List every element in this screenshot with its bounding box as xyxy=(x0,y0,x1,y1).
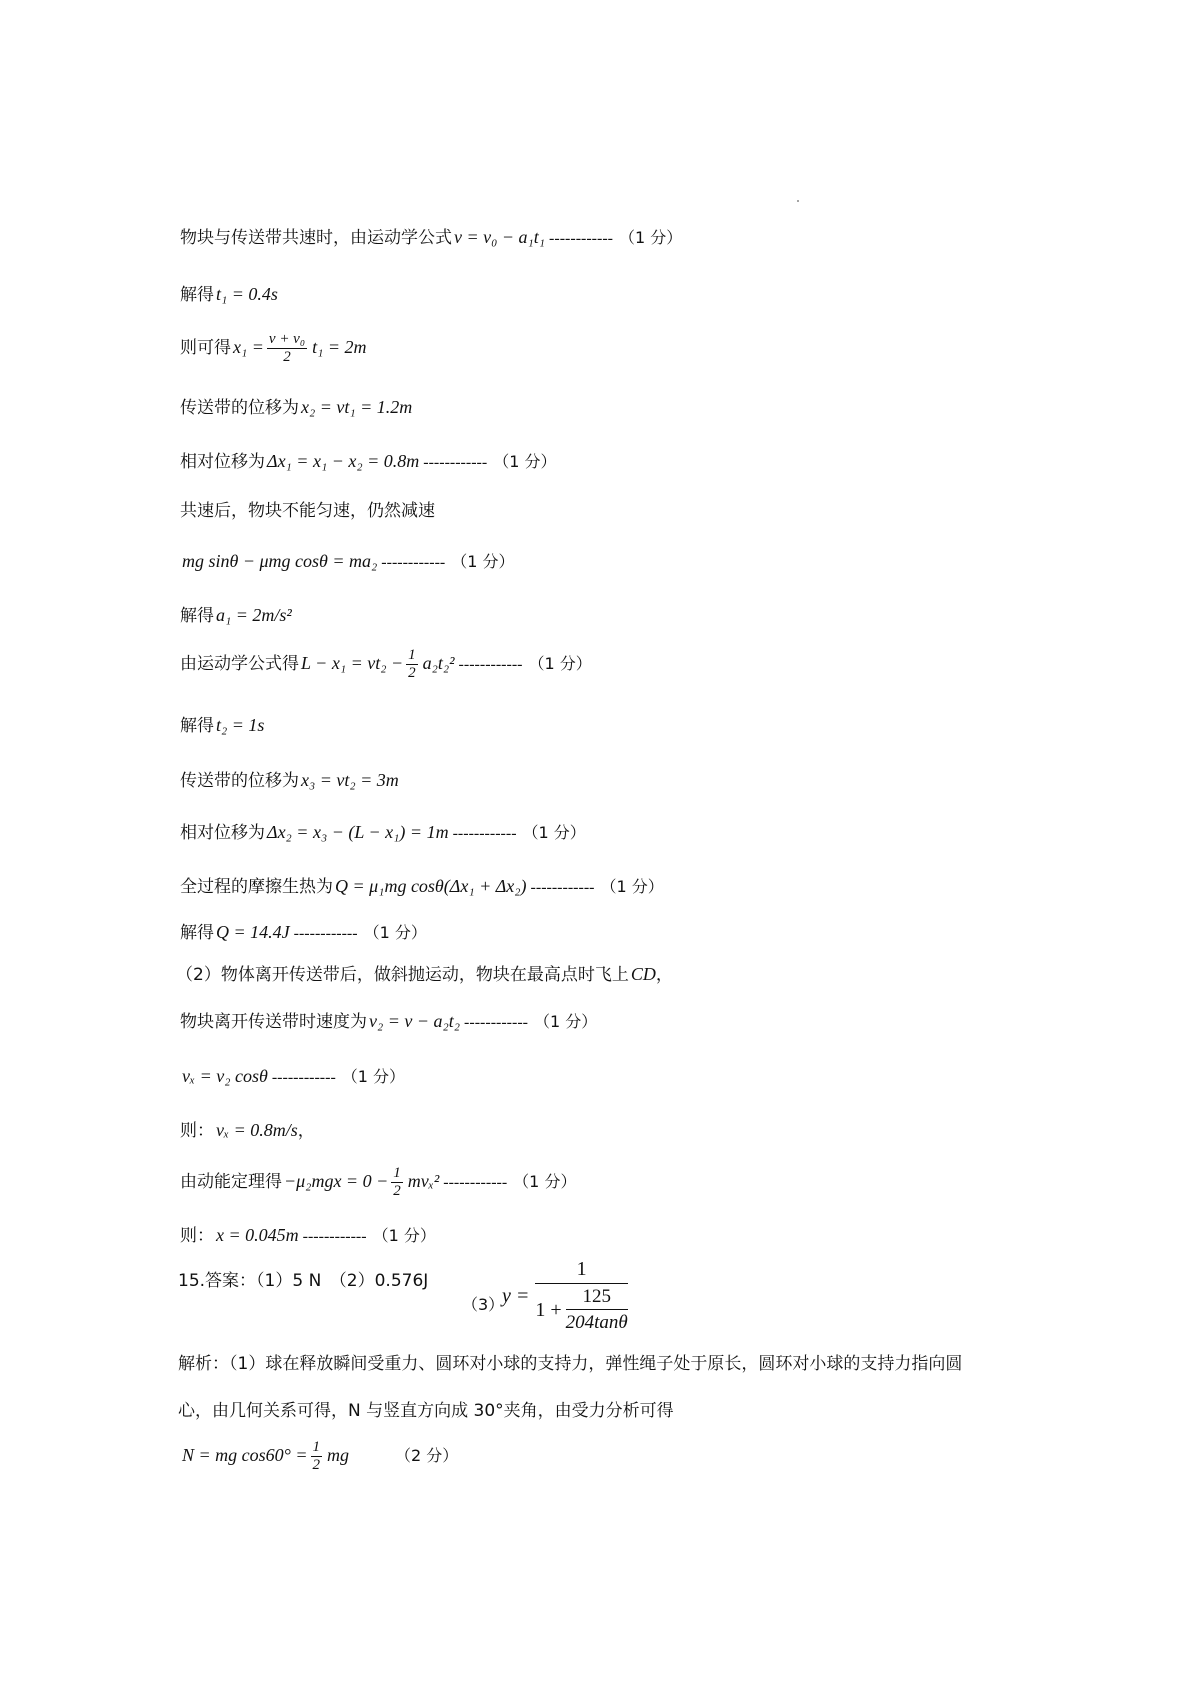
fraction: $\frac{1}{2}$ xyxy=(408,647,416,681)
solution-line-10: 解得 t₂ = 1s xyxy=(180,715,265,736)
analysis-equation: N = mg cos60° = $\frac{1}{2}$ mg （2 分） xyxy=(182,1439,459,1473)
solution-line-11: 传送带的位移为 x₃ = vt₂ = 3m xyxy=(180,770,399,791)
answer-line: 15.答案：（1）5 N （2）0.576J xyxy=(178,1271,429,1291)
scan-speck xyxy=(797,200,799,202)
solution-line-2: 解得 t₁ = 0.4s xyxy=(180,284,278,305)
answer-y-eq: y = xyxy=(502,1284,530,1307)
solution-line-16: 物块离开传送带时速度为 v₂ = v − a₂t₂ ------------ （1 分） xyxy=(180,1011,598,1032)
solution-line-9: 由运动学公式得 L − x₁ = vt₂ − $\frac{1}{2}$ a₂t₂² ------------ （1 分） xyxy=(180,647,592,681)
fraction: $\frac{1}{2}$ xyxy=(393,1165,401,1199)
solution-line-4: 传送带的位移为 x₂ = vt₁ = 1.2m xyxy=(180,397,413,418)
solution-line-15: （2）物体离开传送带后，做斜抛运动，物块在最高点时飞上 CD， xyxy=(176,964,673,985)
solution-line-18: 则： vₓ = 0.8m/s， xyxy=(180,1120,315,1141)
analysis-line-1: 解析：（1）球在释放瞬间受重力、圆环对小球的支持力，弹性绳子处于原长，圆环对小球的支持力指向圆 xyxy=(178,1354,963,1374)
solution-line-17: vₓ = v₂ cosθ ------------ （1 分） xyxy=(182,1066,406,1086)
answer-part3-label: （3） xyxy=(462,1295,505,1314)
solution-line-14: 解得 Q = 14.4J ------------ （1 分） xyxy=(180,922,427,943)
solution-line-19: 由动能定理得 −μ₂mgx = 0 − $\frac{1}{2}$ mvₓ² ------------ （1 分） xyxy=(180,1165,577,1199)
solution-line-20: 则： x = 0.045m ------------ （1 分） xyxy=(180,1225,436,1246)
solution-line-1: 物块与传送带共速时，由运动学公式 v = v₀ − a₁t₁ ------------ （1 分） xyxy=(180,227,683,248)
answer-fraction: 1 1 + $\frac{125}{204\tan\theta}$ xyxy=(535,1258,628,1333)
solution-line-3: 则可得 x₁ = $\frac{\text{v + v₀}}{2}$ t₁ = 2m xyxy=(180,331,367,365)
analysis-line-2: 心，由几何关系可得，N 与竖直方向成 30°夹角，由受力分析可得 xyxy=(178,1401,674,1421)
solution-line-7: mg sinθ − μmg cosθ = ma₂ ------------ （1 分） xyxy=(182,551,515,571)
solution-line-12: 相对位移为 Δx₂ = x₃ − (L − x₁) = 1m ------------ （1 分） xyxy=(180,822,586,843)
answer-formula xyxy=(502,1258,628,1334)
solution-line-13: 全过程的摩擦生热为 Q = μ₁mg cosθ(Δx₁ + Δx₂) ------------ （1 分） xyxy=(180,876,664,897)
solution-line-5: 相对位移为 Δx₁ = x₁ − x₂ = 0.8m ------------ （1 分） xyxy=(180,451,557,472)
fraction: $\frac{\text{v + v₀}}{2}$ xyxy=(268,331,306,365)
fraction: $\frac{1}{2}$ xyxy=(312,1439,320,1473)
solution-line-6: 共速后，物块不能匀速，仍然减速 xyxy=(180,501,435,521)
solution-line-8: 解得 a₁ = 2m/s² xyxy=(180,605,292,626)
